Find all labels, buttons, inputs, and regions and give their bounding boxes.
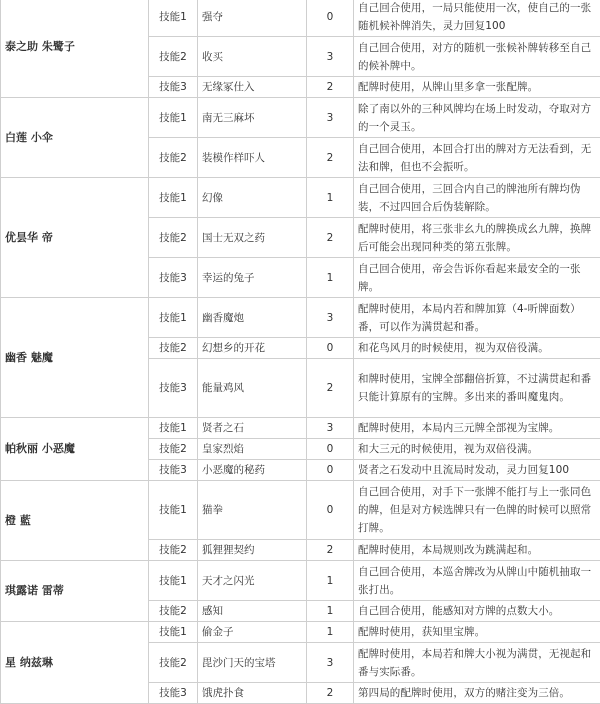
skill-name: 皇家烈焰 [198,439,307,460]
skill-name: 幻想乡的开花 [198,338,307,359]
skill-name: 幽香魔炮 [198,298,307,338]
skill-number: 技能2 [149,37,198,77]
skill-description: 配牌时使用，本局内三元牌全部视为宝牌。 [354,418,600,439]
skill-description: 自己回合使用，对手下一张牌不能打与上一张同色的牌，但是对方候选牌只有一色牌的时候可以照常打牌。 [354,481,600,540]
table-row [1,298,600,338]
skill-description: 自己回合使用，帝会告诉你看起来最安全的一张牌。 [354,258,600,298]
skill-description: 除了南以外的三种风牌均在场上时发动，夺取对方的一个灵玉。 [354,98,600,138]
skill-description: 配牌时使用，将三张非幺九的牌换成幺九牌，换牌后可能会出现同种类的第五张牌。 [354,218,600,258]
skill-description: 和牌时使用，宝牌全部翻倍折算，不过满贯起和番只能计算原有的宝牌。多出来的番叫魔鬼肉。 [354,359,600,418]
skill-number: 技能1 [149,0,198,37]
skill-cost: 0 [307,481,354,540]
skill-description: 第四局的配牌时使用，双方的赌注变为三倍。 [354,683,600,704]
skill-cost: 2 [307,359,354,418]
table-row [1,561,600,601]
skill-number: 技能3 [149,683,198,704]
character-name: 琪露诺 雷蒂 [1,561,149,622]
skill-cost: 0 [307,460,354,481]
skill-name: 狐狸狸契约 [198,540,307,561]
skill-cost: 1 [307,601,354,622]
skill-description: 自己回合使用，对方的随机一张候补牌转移至自己的候补牌中。 [354,37,600,77]
skill-description: 和大三元的时候使用，视为双倍役满。 [354,439,600,460]
skill-cost: 1 [307,561,354,601]
skill-cost: 3 [307,298,354,338]
skill-description: 自己回合使用，三回合内自己的牌池所有牌均伪装，不过四回合后伪装解除。 [354,178,600,218]
skill-number: 技能1 [149,178,198,218]
skill-cost: 2 [307,138,354,178]
skill-cost: 3 [307,98,354,138]
skill-cost: 3 [307,37,354,77]
skill-name: 能量鸡风 [198,359,307,418]
skill-name: 偷金子 [198,622,307,643]
skill-description: 自己回合使用，本巡舍牌改为从牌山中随机抽取一张打出。 [354,561,600,601]
skill-number: 技能3 [149,258,198,298]
character-name: 泰之助 朱鹭子 [1,0,149,98]
table-row [1,178,600,218]
skill-number: 技能2 [149,439,198,460]
skill-name: 猫拳 [198,481,307,540]
table-row [1,98,600,138]
skill-cost: 3 [307,418,354,439]
skill-cost: 0 [307,338,354,359]
skill-number: 技能1 [149,418,198,439]
table-row [1,481,600,540]
table-row [1,622,600,643]
skill-number: 技能1 [149,98,198,138]
character-name: 幽香 魅魔 [1,298,149,418]
skill-description: 贤者之石发动中且流局时发动，灵力回复100 [354,460,600,481]
skill-number: 技能1 [149,481,198,540]
skill-name: 国士无双之药 [198,218,307,258]
skill-name: 南无三麻坏 [198,98,307,138]
table-row [1,0,600,37]
skill-cost: 2 [307,77,354,98]
skill-cost: 2 [307,218,354,258]
character-name: 橙 藍 [1,481,149,561]
skill-name: 小恶魔的秘药 [198,460,307,481]
character-name: 帕秋丽 小恶魔 [1,418,149,481]
skill-description: 和花鸟风月的时候使用，视为双倍役满。 [354,338,600,359]
skill-name: 幸运的兔子 [198,258,307,298]
skill-description: 自己回合使用，能感知对方牌的点数大小。 [354,601,600,622]
skill-name: 强夺 [198,0,307,37]
skill-number: 技能2 [149,138,198,178]
skill-name: 装模作样吓人 [198,138,307,178]
skill-cost: 1 [307,178,354,218]
table-row [1,418,600,439]
skill-name: 幻像 [198,178,307,218]
skill-cost: 0 [307,0,354,37]
skill-cost: 2 [307,540,354,561]
skill-number: 技能1 [149,298,198,338]
skill-number: 技能2 [149,218,198,258]
skill-number: 技能3 [149,460,198,481]
skill-number: 技能2 [149,601,198,622]
skill-description: 配牌时使用，本局若和牌大小视为满贯，无视起和番与实际番。 [354,643,600,683]
skill-description: 配牌时使用，从牌山里多拿一张配牌。 [354,77,600,98]
skill-cost: 0 [307,439,354,460]
skill-description: 配牌时使用，本局规则改为跳满起和。 [354,540,600,561]
skill-description: 配牌时使用，本局内若和牌加算（4-听牌面数）番，可以作为满贯起和番。 [354,298,600,338]
character-name: 优昙华 帝 [1,178,149,298]
skill-number: 技能1 [149,561,198,601]
skill-description: 自己回合使用，本回合打出的牌对方无法看到，无法和牌，但也不会振听。 [354,138,600,178]
skill-name: 感知 [198,601,307,622]
skill-name: 收买 [198,37,307,77]
skill-number: 技能1 [149,622,198,643]
skill-name: 贤者之石 [198,418,307,439]
skill-name: 天才之闪光 [198,561,307,601]
skill-number: 技能2 [149,540,198,561]
skill-number: 技能2 [149,643,198,683]
skill-name: 无缘冢仕入 [198,77,307,98]
character-name: 星 纳兹琳 [1,622,149,704]
character-name: 白莲 小伞 [1,98,149,178]
skill-number: 技能3 [149,359,198,418]
skill-description: 配牌时使用，获知里宝牌。 [354,622,600,643]
skill-name: 饿虎扑食 [198,683,307,704]
skill-cost: 3 [307,643,354,683]
skill-cost: 2 [307,683,354,704]
skill-cost: 1 [307,622,354,643]
skill-number: 技能3 [149,77,198,98]
skill-name: 毘沙门天的宝塔 [198,643,307,683]
skill-description: 自己回合使用，一局只能使用一次，使自己的一张随机候补牌消失，灵力回复100 [354,0,600,37]
skill-number: 技能2 [149,338,198,359]
skill-cost: 1 [307,258,354,298]
